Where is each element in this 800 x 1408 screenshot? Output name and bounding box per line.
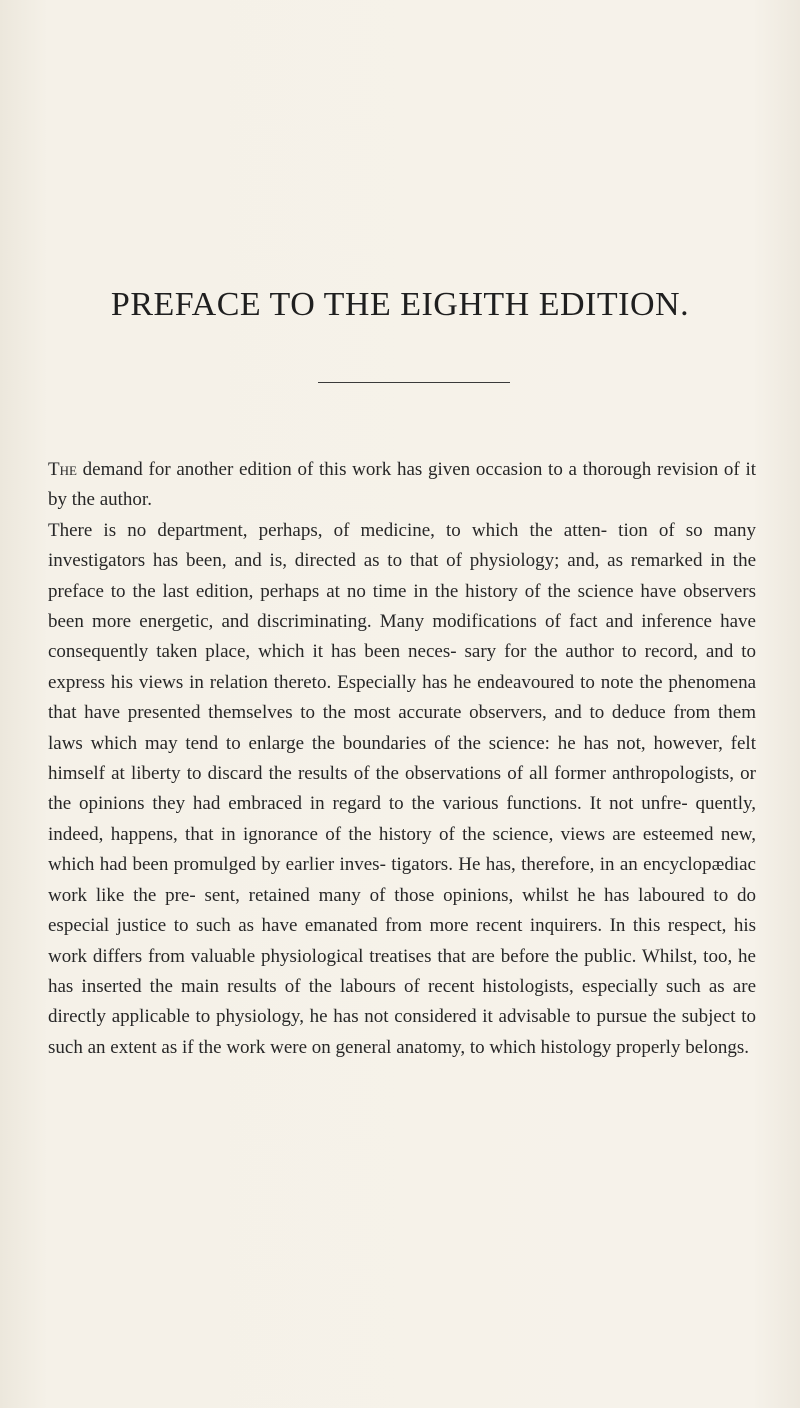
page-title: PREFACE TO THE EIGHTH EDITION. (110, 286, 690, 323)
paragraph-1 (48, 455, 756, 516)
title-divider (318, 382, 510, 383)
paragraph-1-text: demand for another edition of this work has given occasion to a thorough revision of it by the author. (48, 459, 756, 511)
opening-word: The (48, 459, 77, 480)
preface-body (48, 455, 756, 1063)
paragraph-2: There is no department, perhaps, of medicine, to which the atten- tion of so many investigators has been, and is, directed as to that of physiology; and, as remarked in the preface to the last edition, perhaps at no time in the history of the science have observers been more energetic, and discriminating. Many modifications of fact and inference have consequently taken place, which it has been neces- sary for the author to record, and to express his views in relation thereto. Especially has he endeavoured to note the phenomena that have presented themselves to the most accurate observers, and to deduce from them laws which may tend to enlarge the boundaries of the science: he has not, however, felt himself at liberty to discard the results of the observations of all former anthropologists, or the opinions they had embraced in regard to the various functions. It not unfre- quently, indeed, happens, that in ignorance of the history of the science, views are esteemed new, which had been promulged by earlier inves- tigators. He has, therefore, in an encyclopædiac work like the pre- sent, retained many of those opinions, whilst he has laboured to do especial justice to such as have emanated from more recent inquirers. In this respect, his work differs from valuable physiological treatises that are before the public. Whilst, too, he has inserted the main results of the labours of recent histologists, especially such as are directly applicable to physiology, he has not considered it advisable to pursue the subject to such an extent as if the work were on general anatomy, to which histology properly belongs. (48, 519, 756, 1058)
